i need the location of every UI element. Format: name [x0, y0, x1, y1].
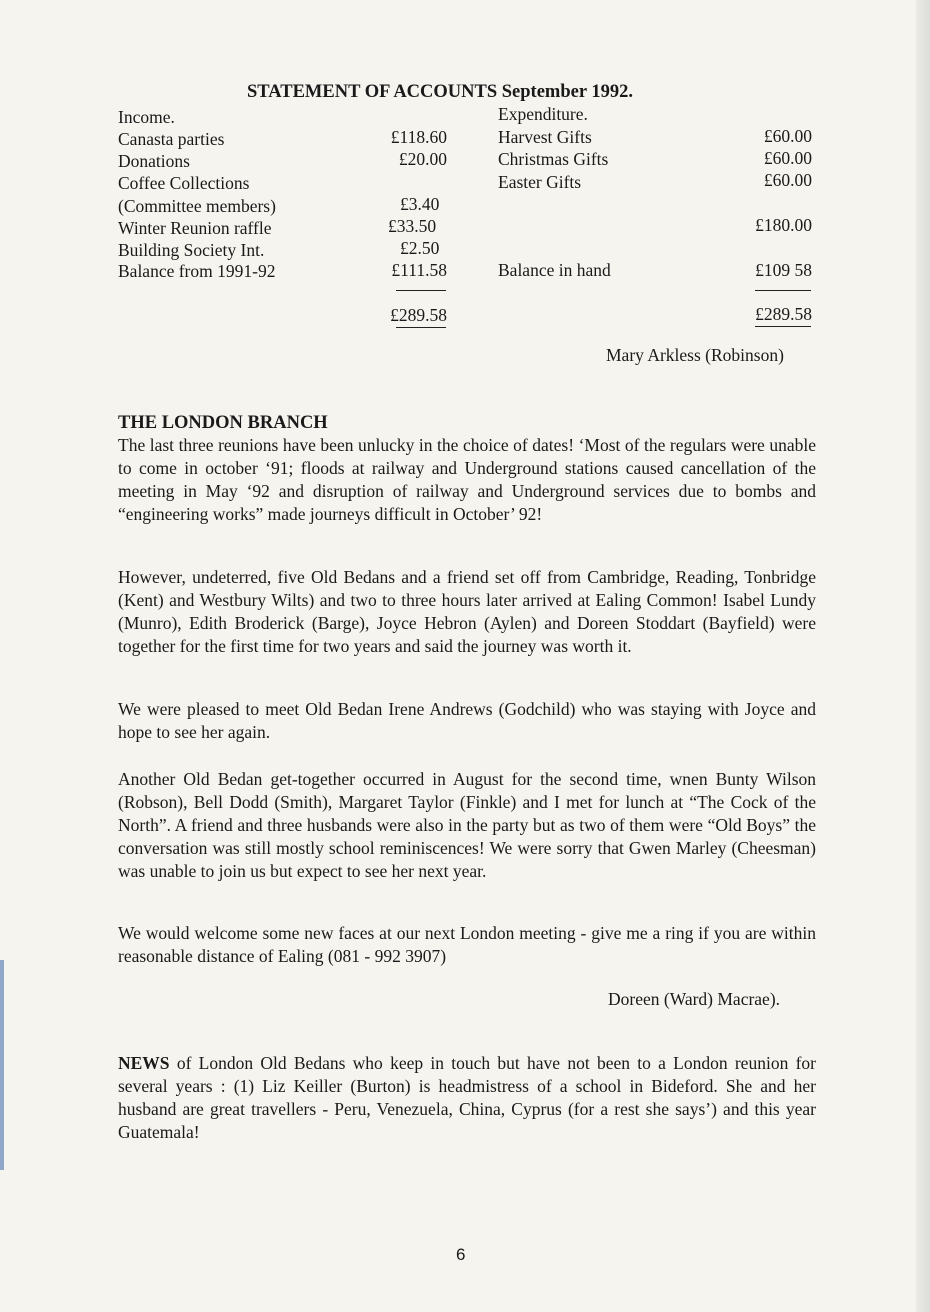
statement-signature: Mary Arkless (Robinson)	[606, 345, 784, 365]
expenditure-heading: Expenditure.	[498, 104, 588, 124]
income-amount: £3.40	[400, 194, 440, 214]
page-edge-mark	[0, 960, 4, 1170]
expenditure-amount: £109 58	[755, 260, 812, 280]
income-amount: £33.50	[388, 216, 437, 236]
london-paragraph: We would welcome some new faces at our next London meeting - give me a ring if you are within reasonable distance of Ealing (081 - 992 3907)	[118, 923, 816, 966]
expenditure-amount: £60.00	[763, 148, 812, 168]
expenditure-label: Harvest Gifts	[498, 127, 592, 147]
income-label: Canasta parties	[118, 129, 225, 149]
expenditure-amount: £60.00	[763, 126, 812, 146]
income-label: Donations	[118, 151, 190, 171]
income-label: Building Society Int.	[118, 240, 265, 260]
expenditure-subtotal: £180.00	[755, 215, 812, 235]
london-paragraph: The last three reunions have been unlucky in the choice of dates! ‘Most of the regulars were unable to come in october ‘91; floods at railway and Underground stations caused cancellation of the meeting in May ‘92 and disruption of railway and Underground services due to bombs and “engineering works” made journeys difficult in October’ 92!	[118, 435, 816, 524]
total-rule	[396, 290, 446, 291]
total-rule	[755, 290, 811, 291]
london-paragraph: Another Old Bedan get-together occurred in August for the second time, wnen Bunty Wilson (Robson), Bell Dodd (Smith), Margaret Taylor (Finkle) and I met for lunch at “The Cock of the North”. A friend and three husbands were also in the party but as two of them were “Old Boys” the conversation was still mostly school reminiscences! We were sorry that Gwen Marley (Cheesman) was unable to join us but expect to see her next year.	[118, 769, 816, 881]
income-amount: £111.58	[391, 260, 447, 280]
income-amount: £2.50	[400, 238, 440, 258]
income-label: Winter Reunion raffle	[118, 218, 272, 238]
expenditure-label: Christmas Gifts	[498, 149, 609, 169]
income-label: Balance from 1991-92	[118, 261, 276, 281]
page-edge	[916, 0, 930, 1312]
london-paragraph: However, undeterred, five Old Bedans and a friend set off from Cambridge, Reading, Tonbridge (Kent) and Westbury Wilts) and two to three hours later arrived at Ealing Common! Isabel Lundy (Munro), Edith Broderick (Barge), Joyce Hebron (Aylen) and Doreen Stoddart (Bayfield) were together for the first time for two years and said the journey was worth it.	[118, 567, 816, 656]
news-lead: NEWS	[118, 1053, 170, 1073]
london-branch-heading: THE LONDON BRANCH	[118, 413, 328, 433]
news-text: of London Old Bedans who keep in touch but have not been to a London reunion for several years : (1) Liz Keiller (Burton) is headmistress of a school in Bideford. She and her husband are great travellers - Peru, Venezuela, China, Cyprus (for a rest she says’) and this year Guatemala!	[118, 1053, 816, 1142]
london-paragraph: We were pleased to meet Old Bedan Irene Andrews (Godchild) who was staying with Joyce and hope to see her again.	[118, 699, 816, 742]
income-label: (Committee members)	[118, 196, 276, 216]
expenditure-label: Easter Gifts	[498, 172, 582, 192]
income-amount: £118.60	[390, 127, 447, 147]
london-signature: Doreen (Ward) Macrae).	[608, 989, 781, 1009]
income-amount: £20.00	[398, 149, 447, 169]
income-heading: Income.	[118, 107, 175, 127]
news-paragraph	[118, 1052, 816, 1144]
expenditure-total: £289.58	[755, 304, 812, 324]
total-double-rule	[755, 326, 811, 327]
expenditure-label: Balance in hand	[498, 260, 611, 280]
page-number: 6	[456, 1245, 466, 1264]
income-total: £289.58	[390, 305, 447, 325]
statement-title: STATEMENT OF ACCOUNTS September 1992.	[247, 82, 633, 102]
expenditure-amount: £60.00	[763, 170, 812, 190]
income-label: Coffee Collections	[118, 173, 250, 193]
total-double-rule	[396, 327, 446, 328]
